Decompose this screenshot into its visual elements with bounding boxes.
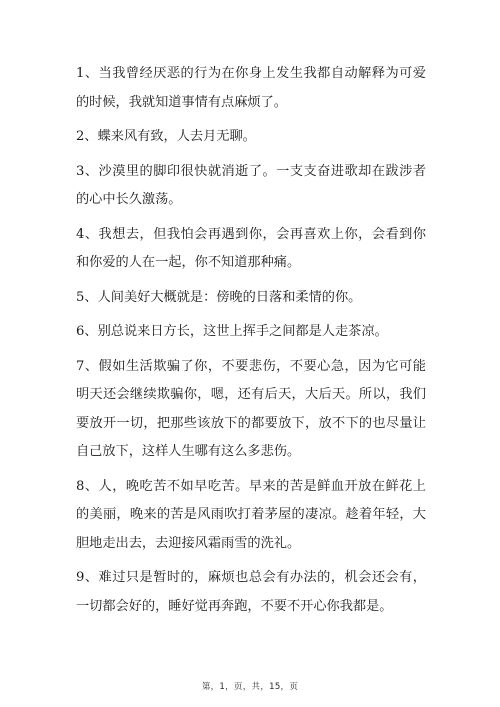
list-item: 3、沙漠里的脚印很快就消逝了。一支支奋进歌却在跋涉者的心中长久激荡。 xyxy=(76,163,426,207)
list-item: 5、人间美好大概就是：傍晚的日落和柔情的你。 xyxy=(76,289,362,305)
list-item: 9、难过只是暂时的，麻烦也总会有办法的，机会还会有，一切都会好的，睡好觉再奔跑，不要不开心你我都是。 xyxy=(76,570,426,614)
list-item: 7、假如生活欺骗了你，不要悲伤，不要心急，因为它可能明天还会继续欺骗你，嗯，还有后天，大后天。所以，我们要放开一切，把那些该放下的都要放下，放不下的也尽量让自己放下，这样人生哪有这么多悲伤。 xyxy=(76,358,426,459)
page-number-footer: 第，1，页，共，15，页 xyxy=(201,682,299,692)
list-item: 6、别总说来日方长，这世上挥手之间都是人走茶凉。 xyxy=(76,324,388,339)
list-item: 2、蝶来风有致，人去月无聊。 xyxy=(76,129,256,144)
list-item: 4、我想去，但我怕会再遇到你，会再喜欢上你，会看到你和你爱的人在一起，你不知道那种痛。 xyxy=(76,226,426,270)
list-item: 1、当我曾经厌恶的行为在你身上发生我都自动解释为可爱的时候，我就知道事情有点麻烦了。 xyxy=(76,66,426,110)
quote-list xyxy=(76,60,426,621)
list-item: 8、人，晚吃苦不如早吃苦。早来的苦是鲜血开放在鲜花上的美丽，晚来的苦是风雨吹打着茅屋的凄凉。趁着年轻，大胆地走出去，去迎接风霜雨雪的洗礼。 xyxy=(76,478,426,551)
